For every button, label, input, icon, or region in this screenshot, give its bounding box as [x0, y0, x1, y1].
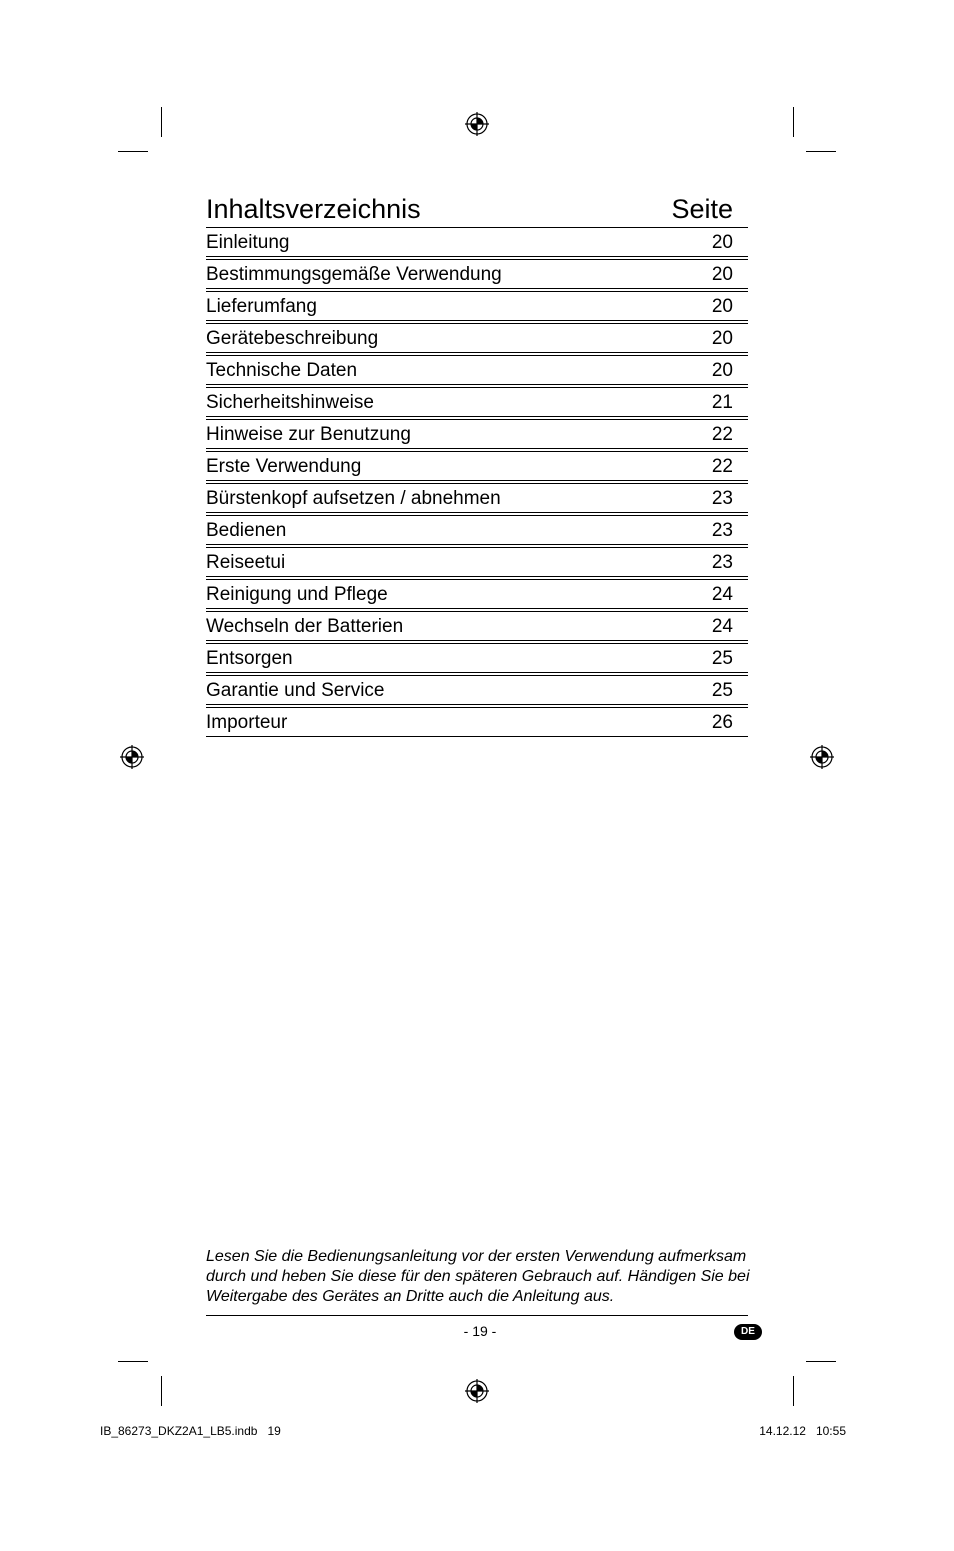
crop-mark	[793, 107, 794, 137]
toc-entry-label: Bedienen	[206, 520, 287, 541]
toc-entry[interactable]	[206, 611, 748, 643]
toc-entry-label: Reiseetui	[206, 552, 286, 573]
toc-entry-label: Garantie und Service	[206, 680, 385, 701]
toc-entry[interactable]	[206, 707, 748, 739]
toc-entry-page: 20	[711, 296, 733, 317]
toc-header	[206, 193, 733, 227]
toc-list	[206, 227, 748, 739]
toc-entry[interactable]	[206, 483, 748, 515]
toc-entry-page: 23	[711, 488, 733, 509]
toc-entry-page: 26	[711, 712, 733, 733]
toc-entry[interactable]	[206, 579, 748, 611]
registration-mark-icon	[465, 112, 489, 136]
toc-entry-label: Einleitung	[206, 232, 290, 253]
toc-entry-label: Bürstenkopf aufsetzen / abnehmen	[206, 488, 501, 509]
toc-entry-label: Importeur	[206, 712, 288, 733]
toc-title: Inhaltsverzeichnis	[206, 194, 421, 224]
crop-mark	[118, 151, 148, 152]
crop-mark	[806, 151, 836, 152]
toc-entry[interactable]	[206, 291, 748, 323]
toc-entry-label: Hinweise zur Benutzung	[206, 424, 411, 445]
toc-entry[interactable]	[206, 323, 748, 355]
toc-entry[interactable]	[206, 643, 748, 675]
toc-entry-page: 20	[711, 328, 733, 349]
crop-mark	[806, 1361, 836, 1362]
toc-entry-label: Erste Verwendung	[206, 456, 362, 477]
toc-entry-page: 20	[711, 360, 733, 381]
toc-entry-label: Gerätebeschreibung	[206, 328, 379, 349]
toc-entry-page: 25	[711, 648, 733, 669]
toc-page-heading: Seite	[671, 194, 733, 224]
toc-entry[interactable]	[206, 547, 748, 579]
toc-entry-page: 22	[711, 424, 733, 445]
toc-entry-page: 23	[711, 520, 733, 541]
toc-entry[interactable]	[206, 451, 748, 483]
toc-entry-page: 24	[711, 616, 733, 637]
toc-entry[interactable]	[206, 419, 748, 451]
print-slug-date: 14.12.12 10:55	[759, 1424, 846, 1438]
toc-entry-label: Technische Daten	[206, 360, 358, 381]
reading-note: Lesen Sie die Bedienungsanleitung vor der ersten Verwendung aufmerksam durch und heben Sie diese für den späteren Gebrauch auf. Händigen Sie bei Weitergabe des Gerätes an Dritte auch die Anleitung aus.	[206, 1248, 750, 1305]
crop-mark	[161, 1376, 162, 1406]
toc-entry-label: Lieferumfang	[206, 296, 317, 317]
toc-entry-label: Sicherheitshinweise	[206, 392, 374, 413]
crop-mark	[793, 1376, 794, 1406]
page-number: - 19 -	[463, 1323, 497, 1339]
toc-entry-label: Entsorgen	[206, 648, 293, 669]
toc-entry-page: 24	[711, 584, 733, 605]
toc-entry[interactable]	[206, 259, 748, 291]
toc-entry-label: Wechseln der Batterien	[206, 616, 404, 637]
registration-mark-icon	[810, 745, 834, 769]
print-slug-file: IB_86273_DKZ2A1_LB5.indb 19	[100, 1424, 281, 1438]
toc-entry-page: 23	[711, 552, 733, 573]
toc-entry-label: Bestimmungsgemäße Verwendung	[206, 264, 502, 285]
divider	[206, 1315, 748, 1316]
toc-entry[interactable]	[206, 355, 748, 387]
toc-entry-page: 22	[711, 456, 733, 477]
language-badge: DE	[734, 1324, 762, 1340]
crop-mark	[118, 1361, 148, 1362]
registration-mark-icon	[120, 745, 144, 769]
toc-entry[interactable]	[206, 387, 748, 419]
toc-entry-label: Reinigung und Pflege	[206, 584, 388, 605]
toc-entry[interactable]	[206, 675, 748, 707]
toc-entry-page: 25	[711, 680, 733, 701]
toc-entry[interactable]	[206, 227, 748, 259]
toc-entry-page: 20	[711, 232, 733, 253]
toc-entry-page: 20	[711, 264, 733, 285]
toc-entry[interactable]	[206, 515, 748, 547]
registration-mark-icon	[465, 1379, 489, 1403]
crop-mark	[161, 107, 162, 137]
toc-entry-page: 21	[711, 392, 733, 413]
